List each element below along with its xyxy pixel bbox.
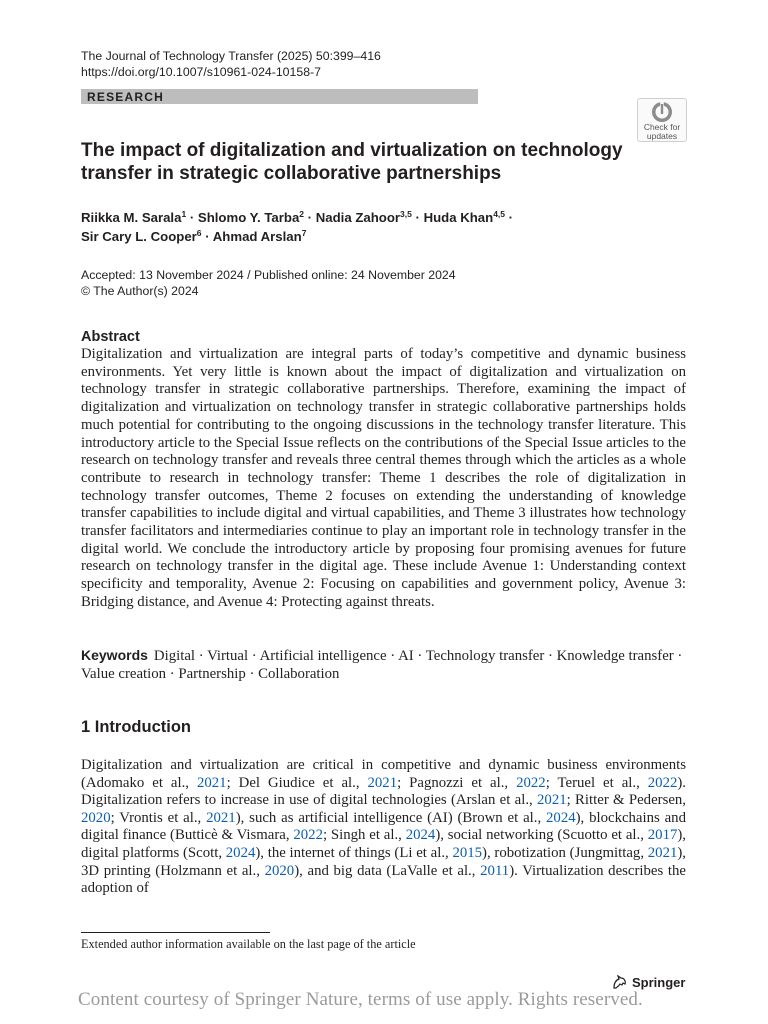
intro-text-segment: ), and big data (LaValle et al., — [294, 862, 481, 879]
check-for-updates-badge[interactable] — [637, 98, 687, 142]
journal-citation — [81, 49, 381, 80]
intro-text-segment: ; Vrontis et al., — [110, 809, 207, 826]
citation-link[interactable]: 2022 — [516, 774, 546, 791]
check-updates-label: Check for updates — [643, 122, 681, 141]
citation-link[interactable]: 2015 — [452, 844, 483, 861]
author-name[interactable]: Riikka M. Sarala$^1$ — [81, 209, 187, 225]
author-name[interactable]: Sir Cary L. Cooper$^6$ — [81, 228, 202, 244]
intro-text-segment: ; Pagnozzi et al., — [397, 774, 517, 791]
accepted-published-dates: Accepted: 13 November 2024 / Published online: 24 November 2024 — [81, 268, 456, 282]
citation-link[interactable]: 2024 — [225, 844, 256, 861]
publisher-mark — [612, 975, 685, 990]
author-separator: · — [505, 210, 514, 225]
citation-link[interactable]: 2017 — [647, 827, 678, 844]
check-updates-icon — [650, 101, 674, 123]
citation-link[interactable]: 2020 — [81, 809, 111, 826]
section-label: RESEARCH — [87, 89, 164, 104]
citation-link[interactable]: 2021 — [647, 844, 678, 861]
keywords — [81, 647, 686, 683]
author-separator: · — [201, 229, 213, 244]
intro-text-segment: ), the internet of things (Li et al., — [255, 844, 453, 861]
copyright-notice: © The Author(s) 2024 — [81, 284, 199, 298]
doi-link[interactable]: https://doi.org/10.1007/s10961-024-10158-7 — [81, 64, 321, 79]
intro-text-segment: Digitalization and virtualization are critical in competitive and dynamic business environments (Adomako et al., — [81, 757, 686, 791]
citation-link[interactable]: 2022 — [647, 774, 678, 791]
author-affiliation: 6 — [196, 228, 202, 238]
intro-text-segment: ; Teruel et al., — [545, 774, 648, 791]
keywords-text: Digital · Virtual · Artificial intelligence · AI · Technology transfer · Knowledge transfer · Value creation · Partnership · Collaboration — [81, 648, 683, 682]
author-separator: · — [411, 210, 424, 225]
author-affiliation: 4,5 — [493, 209, 506, 219]
intro-text-segment: ), digital platforms (Scott, — [81, 827, 686, 861]
intro-text-segment: ), social networking (Scuotto et al., — [435, 827, 648, 844]
author-separator: · — [304, 210, 316, 225]
author-name[interactable]: Shlomo Y. Tarba$^2$ — [197, 209, 305, 225]
intro-text-segment: ; Del Giudice et al., — [226, 774, 368, 791]
author-affiliation: 7 — [301, 228, 307, 238]
intro-text-segment: ), such as artificial intelligence (AI) (Brown et al., — [235, 809, 547, 826]
footnote: Extended author information available on the last page of the article — [81, 937, 416, 951]
author-separator: · — [186, 210, 198, 225]
springer-horse-icon — [612, 975, 627, 989]
introduction-paragraph — [81, 757, 686, 898]
citation-link[interactable]: 2021 — [196, 774, 227, 791]
citation-link[interactable]: 2020 — [264, 862, 295, 879]
intro-text-segment: ), robotization (Jungmittag, — [482, 844, 648, 861]
footnote-divider — [81, 932, 270, 933]
publisher-name: Springer — [632, 975, 686, 990]
journal-line: The Journal of Technology Transfer (2025) 50:399–416 — [81, 49, 381, 63]
section-heading-introduction: 1 Introduction — [81, 718, 191, 736]
citation-link[interactable]: 2021 — [537, 792, 567, 809]
author-name[interactable]: Nadia Zahoor$^{3,5}$ — [315, 209, 412, 225]
intro-text-segment: ), blockchains and digital finance (Butticè & Vismara, — [81, 809, 686, 844]
intro-text-segment: ; Singh et al., — [322, 827, 406, 844]
intro-text-segment: ). Virtualization describes the adoption of — [81, 862, 686, 897]
author-name[interactable]: Ahmad Arslan$^7$ — [212, 228, 307, 244]
keywords-label: Keywords — [81, 647, 148, 663]
abstract-text: Digitalization and virtualization are integral parts of today’s competitive and dynamic business environments. Yet very little is known about the impact of digitalization and virtualization on technology transfer in strategic collaborative partnerships. Therefore, examining the impact of digitalization and virtualization on technology transfer in strategic collaborative partnerships holds much potential for contributing to the ongoing discussions in the technology transfer literature. This introductory article to the Special Issue reflects on the contributions of the Special Issue articles to the research on technology transfer and reveals three central themes through which the articles as a whole contribute to research in technology transfer: Theme 1 describes the role of digitalization in technology transfer outcomes, Theme 2 focuses on extending the understanding of knowledge transfer capabilities to include digital and virtual capabilities, and Theme 3 illustrates how technology transfer facilitators and intermediaries continue to play an important role in technology transfer in the digital world. We conclude the introductory article by proposing four promising avenues for future research on technology transfer in the digital age. These include Avenue 1: Understanding context specificity and temporality, Avenue 2: Focusing on capabilities and government policy, Avenue 3: Bridging distance, and Avenue 4: Protecting against threats. — [81, 346, 686, 610]
article-title: The impact of digitalization and virtualization on technology transfer in strategic collaborative partnerships — [81, 140, 623, 184]
author-affiliation: 3,5 — [400, 209, 412, 219]
citation-link[interactable]: 2021 — [206, 809, 236, 826]
intro-text-segment: ; Ritter & Pedersen, — [566, 792, 686, 809]
publication-dates — [81, 267, 456, 299]
intro-text-segment: ), 3D printing (Holzmann et al., — [81, 844, 686, 879]
author-affiliation: 2 — [299, 209, 305, 219]
citation-link[interactable]: 2024 — [546, 809, 576, 826]
citation-link[interactable]: 2024 — [405, 827, 436, 844]
intro-text-segment: ). Digitalization refers to increase in use of digital technologies (Arslan et al., — [81, 774, 686, 809]
author-name[interactable]: Huda Khan$^{4,5}$ — [423, 209, 506, 225]
citation-link[interactable]: 2021 — [367, 774, 398, 791]
citation-link[interactable]: 2022 — [293, 827, 323, 844]
abstract-heading: Abstract — [81, 329, 140, 345]
author-affiliation: 1 — [181, 209, 187, 219]
courtesy-watermark: Content courtesy of Springer Nature, terms of use apply. Rights reserved. — [78, 989, 643, 1010]
author-list — [81, 208, 691, 246]
citation-link[interactable]: 2011 — [480, 862, 510, 879]
